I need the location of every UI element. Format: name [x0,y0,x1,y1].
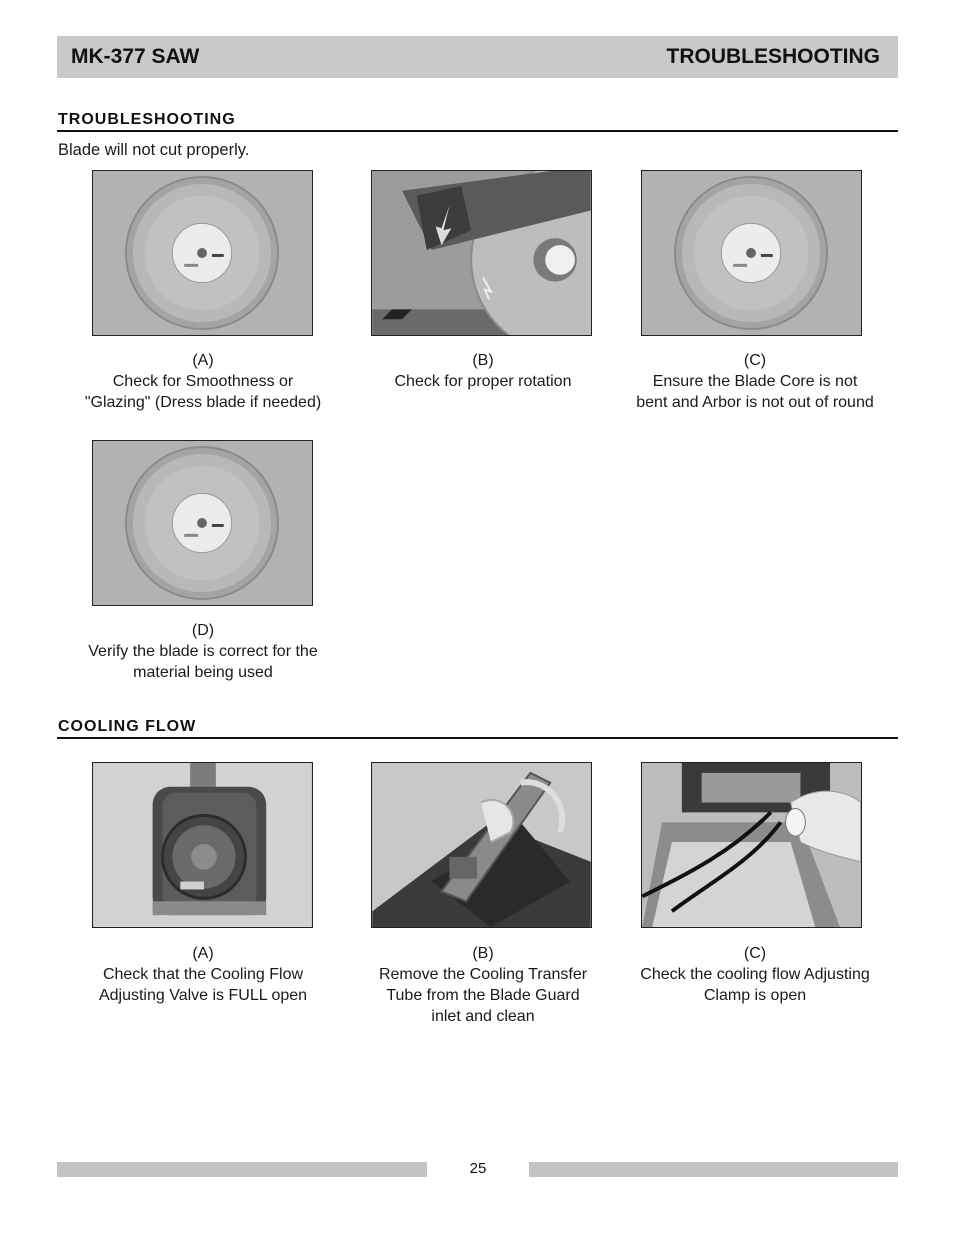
caption-troubleshoot-a [68,350,338,413]
caption-letter: (A) [192,945,214,962]
caption-line: Adjusting Valve is FULL open [98,987,308,1004]
caption-troubleshoot-b [348,350,618,392]
caption-line: Remove the Cooling Transfer [378,966,588,983]
troubleshooting-intro: Blade will not cut properly. [58,141,250,159]
caption-line: Check for Smoothness or [112,373,294,390]
page-number: 25 [469,1160,487,1177]
transfer-tube-icon [372,763,591,927]
caption-letter: (B) [472,945,494,962]
caption-line: Check the cooling flow Adjusting [640,966,870,983]
diamond-blade-photo [92,440,313,606]
caption-cooling-b [348,943,618,1027]
transfer-tube-photo [371,762,592,928]
diamond-blade-icon [93,171,312,335]
diamond-blade-icon [642,171,861,335]
troubleshooting-section-title: TROUBLESHOOTING [57,111,898,132]
diamond-blade-photo [641,170,862,336]
page-header [57,36,898,78]
caption-troubleshoot-c [620,350,890,413]
footer-bar-right [529,1162,898,1177]
caption-troubleshoot-d [68,620,338,683]
caption-line: Verify the blade is correct for the [88,643,318,660]
clamp-photo [641,762,862,928]
caption-letter: (A) [192,352,214,369]
caption-line: Clamp is open [703,987,807,1004]
caption-line: "Glazing" (Dress blade if needed) [84,394,322,411]
caption-letter: (B) [472,352,494,369]
caption-letter: (C) [743,945,767,962]
caption-line: Ensure the Blade Core is not [652,373,858,390]
clamp-icon [642,763,861,927]
footer-bar-left [57,1162,427,1177]
cooling-flow-section-title: COOLING FLOW [57,718,898,739]
diamond-blade-icon [93,441,312,605]
caption-line: Check that the Cooling Flow [102,966,304,983]
caption-letter: (C) [743,352,767,369]
valve-icon [93,763,312,927]
caption-letter: (D) [191,622,215,639]
caption-line: inlet and clean [431,1008,535,1025]
header-model-title: MK-377 SAW [71,45,200,68]
blade-rotation-icon [372,171,591,335]
header-section-title: TROUBLESHOOTING [666,45,880,68]
caption-line: material being used [133,664,273,681]
valve-photo [92,762,313,928]
caption-line: bent and Arbor is not out of round [636,394,874,411]
caption-line: Check for proper rotation [394,373,572,390]
caption-line: Tube from the Blade Guard [386,987,580,1004]
blade-rotation-photo [371,170,592,336]
caption-cooling-c [620,943,890,1006]
caption-cooling-a [68,943,338,1006]
diamond-blade-photo [92,170,313,336]
